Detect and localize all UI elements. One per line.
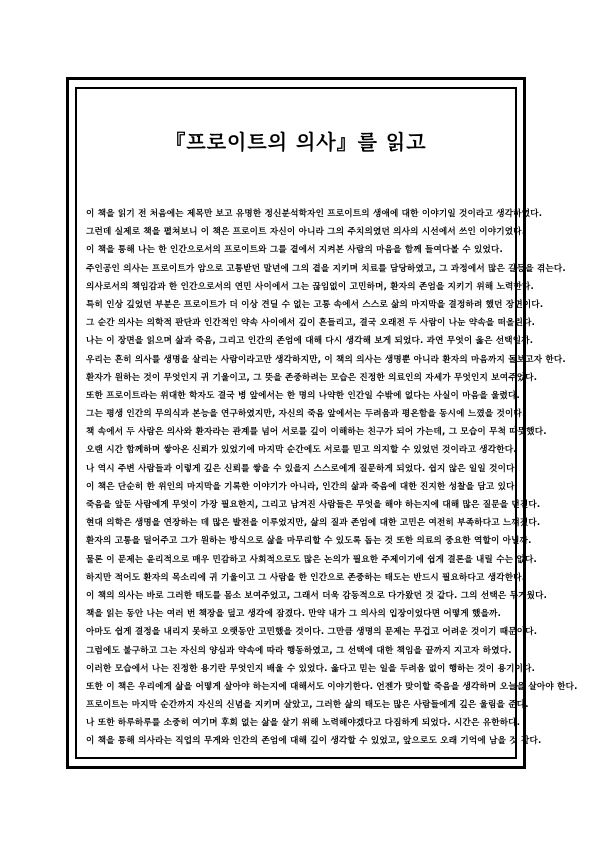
body-line: 이러한 모습에서 나는 진정한 용기란 무엇인지 배울 수 있었다. 옳다고 믿는 일을 두려움 없이 행하는 것이 용기이다. <box>86 663 536 674</box>
body-line: 그 순간 의사는 의학적 판단과 인간적인 약속 사이에서 깊이 흔들리고, 결국 오래전 두 사람이 나눈 약속을 떠올린다. <box>86 318 536 329</box>
body-line: 이 책의 의사는 바로 그러한 태도를 몸소 보여주었고, 그래서 더욱 감동적으로 다가왔던 것 같다. 그의 선택은 무거웠다. <box>86 590 548 601</box>
body-line: 죽음을 앞둔 사람에게 무엇이 가장 필요한지, 그리고 남겨진 사람들은 무엇을 해야 하는지에 대해 많은 질문을 던진다. <box>86 500 541 510</box>
body-line: 환자가 원하는 것이 무엇인지 귀 기울이고, 그 뜻을 존중하려는 모습은 진정한 의료인의 자세가 무엇인지 보여주었다. <box>86 372 538 383</box>
body-line: 이 책을 통해 의사라는 직업의 무게와 인간의 존엄에 대해 깊이 생각할 수 있었고, 앞으로도 오래 기억에 남을 것 같다. <box>86 736 542 747</box>
body-line: 우리는 흔히 의사를 생명을 살리는 사람이라고만 생각하지만, 이 책의 의사는 생명뿐 아니라 환자의 마음까지 돌보고자 한다. <box>86 354 566 365</box>
body-line: 그럼에도 불구하고 그는 자신의 양심과 약속에 따라 행동하였고, 그 선택에 대한 책임을 끝까지 지고자 하였다. <box>86 645 512 656</box>
body-line: 하지만 적어도 환자의 목소리에 귀 기울이고 그 사람을 한 인간으로 존중하는 태도는 반드시 필요하다고 생각한다. <box>86 572 526 583</box>
body-line: 나 또한 하루하루를 소중히 여기며 후회 없는 삶을 살기 위해 노력해야겠다고 다짐하게 되었다. 시간은 유한하다. <box>86 718 521 729</box>
body-text <box>86 205 578 750</box>
body-line: 그는 평생 인간의 무의식과 본능을 연구하였지만, 자신의 죽음 앞에서는 두려움과 평온함을 동시에 느꼈을 것이다. <box>86 409 526 420</box>
body-line: 물론 이 문제는 윤리적으로 매우 민감하고 사회적으로도 많은 논의가 필요한 주제이기에 쉽게 결론을 내릴 수는 없다. <box>86 554 537 565</box>
body-line: 책을 읽는 동안 나는 여러 번 책장을 덮고 생각에 잠겼다. 만약 내가 그 의사의 입장이었다면 어떻게 했을까. <box>86 609 502 620</box>
body-line: 그런데 실제로 책을 펼쳐보니 이 책은 프로이트 자신이 아니라 그의 주치의였던 의사의 시선에서 쓰인 이야기였다. <box>86 227 526 238</box>
body-line: 아마도 쉽게 결정을 내리지 못하고 오랫동안 고민했을 것이다. 그만큼 생명의 문제는 무겁고 어려운 것이기 때문이다. <box>86 627 538 638</box>
body-line: 나는 이 장면을 읽으며 삶과 죽음, 그리고 인간의 존엄에 대해 다시 생각해 보게 되었다. 과연 무엇이 옳은 선택일까. <box>86 336 534 347</box>
body-line: 또한 이 책은 우리에게 삶을 어떻게 살아야 하는지에 대해서도 이야기한다. 언젠가 맞이할 죽음을 생각하며 오늘을 살아야 한다. <box>86 681 578 692</box>
body-line: 환자의 고통을 덜어주고 그가 원하는 방식으로 삶을 마무리할 수 있도록 돕는 것 또한 의료의 중요한 역할이 아닐까. <box>86 536 532 547</box>
body-line: 나 역시 주변 사람들과 이렇게 깊은 신뢰를 쌓을 수 있을지 스스로에게 질문하게 되었다. 쉽지 않은 일일 것이다. <box>86 463 519 474</box>
body-line: 의사로서의 책임감과 한 인간으로서의 연민 사이에서 그는 끊임없이 고민하며, 환자의 존엄을 지키기 위해 노력한다. <box>86 281 534 292</box>
body-line: 또한 프로이트라는 위대한 학자도 결국 병 앞에서는 한 명의 나약한 인간일 수밖에 없다는 사실이 마음을 울렸다. <box>86 390 520 401</box>
body-line: 이 책을 읽기 전 처음에는 제목만 보고 유명한 정신분석학자인 프로이트의 생애에 대한 이야기일 것이라고 생각하였다. <box>86 209 543 219</box>
body-line: 책 속에서 두 사람은 의사와 환자라는 관계를 넘어 서로를 깊이 이해하는 친구가 되어 가는데, 그 모습이 무척 따뜻했다. <box>86 427 547 438</box>
body-line: 주인공인 의사는 프로이트가 암으로 고통받던 말년에 그의 곁을 지키며 치료를 담당하였고, 그 과정에서 많은 갈등을 겪는다. <box>86 263 566 274</box>
body-line: 프로이트는 마지막 순간까지 자신의 신념을 지키며 살았고, 그러한 삶의 태도는 많은 사람들에게 깊은 울림을 준다. <box>86 700 529 711</box>
document-title: 『프로이트의 의사』를 읽고 <box>165 130 427 154</box>
body-line: 오랜 시간 함께하며 쌓아온 신뢰가 있었기에 마지막 순간에도 서로를 믿고 의지할 수 있었던 것이라고 생각한다. <box>86 445 517 456</box>
body-line: 이 책은 단순히 한 위인의 마지막을 기록한 이야기가 아니라, 인간의 삶과 죽음에 대한 진지한 성찰을 담고 있다. <box>86 481 519 492</box>
body-line: 이 책을 통해 나는 한 인간으로서의 프로이트와 그를 곁에서 지켜본 사람의 마음을 함께 들여다볼 수 있었다. <box>86 245 503 256</box>
body-line: 현대 의학은 생명을 연장하는 데 많은 발전을 이루었지만, 삶의 질과 존엄에 대한 고민은 여전히 부족하다고 느껴졌다. <box>86 518 541 529</box>
body-line: 특히 인상 깊었던 부분은 프로이트가 더 이상 견딜 수 없는 고통 속에서 스스로 삶의 마지막을 결정하려 했던 장면이다. <box>86 299 544 310</box>
